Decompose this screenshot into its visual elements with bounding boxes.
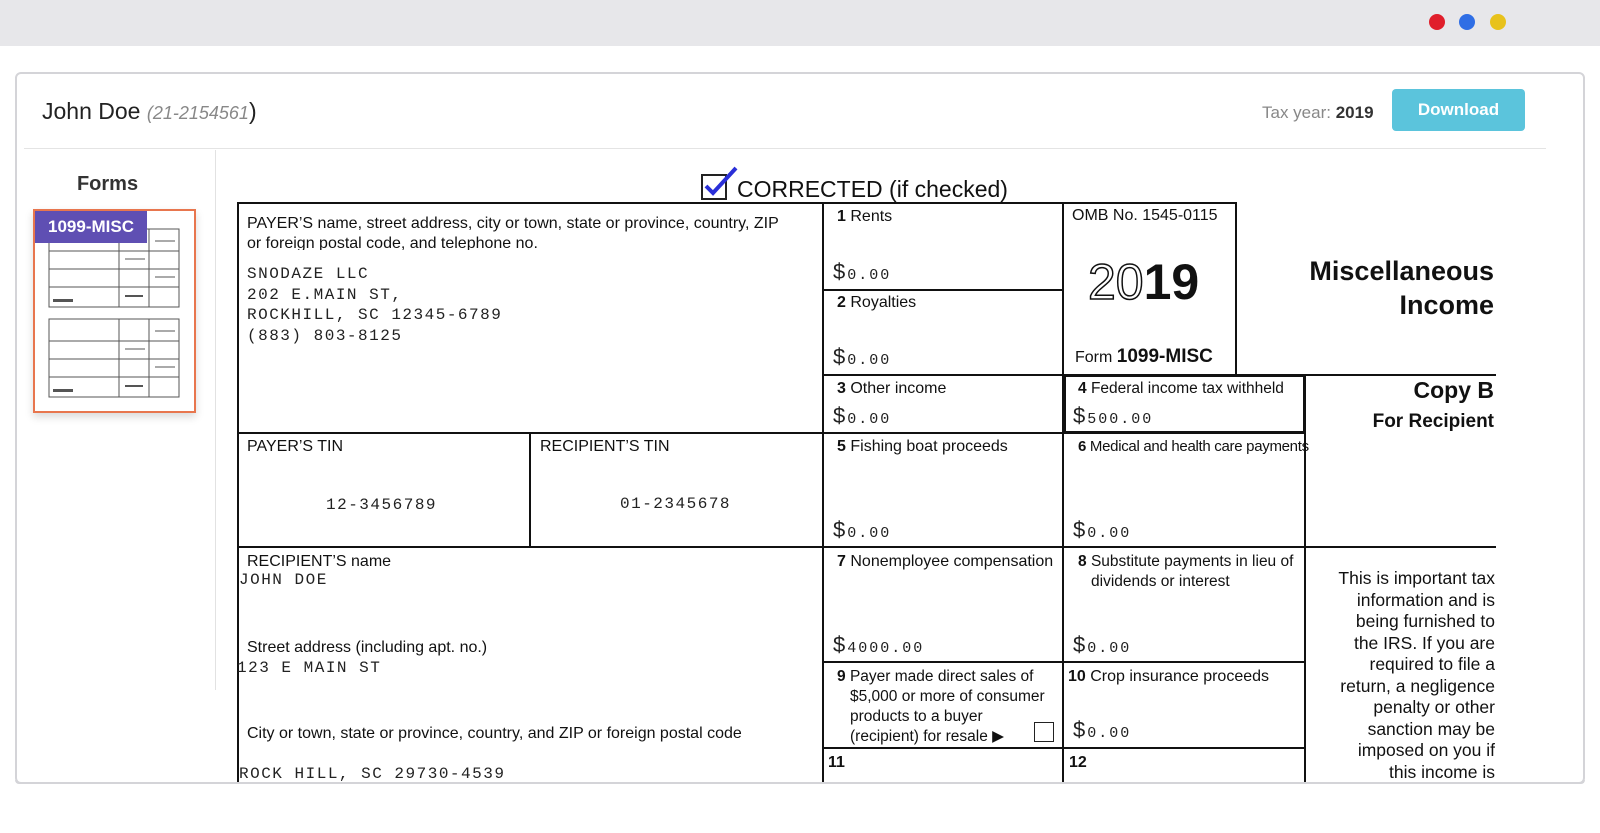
card-bottom-edge (15, 780, 1585, 784)
form-name: Form 1099-MISC (1075, 346, 1213, 367)
box-1-label: 1 Rents (837, 208, 893, 225)
corrected-checkbox[interactable] (700, 166, 740, 202)
payer-label-line-1: PAYER’S name, street address, city or town, state or province, country, ZIP (247, 215, 779, 232)
box-1-amount: $ 0.00 (833, 259, 892, 284)
download-button[interactable]: Download (1392, 89, 1525, 131)
payer-tin-label: PAYER’S TIN (247, 438, 344, 455)
street-value: 123 E MAIN ST (237, 659, 382, 677)
recipient-name-value: JOHN DOE (239, 571, 328, 589)
payer-street: 202 E.MAIN ST, (247, 286, 403, 304)
minimize-window-dot[interactable] (1459, 14, 1475, 30)
box-2-amount: $ 0.00 (833, 344, 892, 369)
tax-year-value: 2019 (1335, 103, 1374, 122)
close-window-dot[interactable] (1429, 14, 1445, 30)
header-divider (24, 148, 1546, 149)
box-7-label: 7 Nonemployee compensation (837, 553, 1054, 570)
copy-b-subtitle: For Recipient (1372, 411, 1494, 432)
row-line-9-11 (822, 747, 1306, 749)
box-4-label: 4 Federal income tax withheld (1078, 380, 1284, 397)
form-thumbnail-1099-misc[interactable] (33, 209, 196, 413)
recipient-tin: (21-2154561 (146, 103, 249, 123)
recipient-name-label: RECIPIENT’S name (247, 553, 392, 570)
tax-year-large: 2019 (1088, 254, 1200, 310)
tin-divider (529, 432, 531, 548)
recipient-header (42, 98, 257, 125)
form-top-border (237, 202, 1237, 204)
tax-year-label: Tax year: (1262, 103, 1331, 122)
box-11-label: 11 (828, 754, 845, 771)
box-9-label: 9 Payer made direct sales of (837, 668, 1034, 685)
box-6-amount: $ 0.00 (1073, 517, 1132, 542)
page-bottom-margin (0, 784, 1600, 833)
payer-label-line-2: or foreign postal code, and telephone no. (247, 235, 538, 250)
box-6-label: 6 Medical and health care payments (1078, 438, 1309, 455)
box-10-amount: $ 0.00 (1073, 717, 1132, 742)
payer-city: ROCKHILL, SC 12345-6789 (247, 306, 503, 324)
box-5-amount: $ 0.00 (833, 517, 892, 542)
sidebar-divider (215, 150, 216, 690)
row-line-1-2 (822, 289, 1064, 291)
box-4-amount: $ 500.00 (1073, 403, 1154, 428)
payer-phone: (883) 803-8125 (247, 327, 403, 345)
row-line-7-9 (822, 661, 1306, 663)
form-thumbnail-badge: 1099-MISC (35, 211, 147, 243)
form-left-border (237, 202, 239, 784)
payer-tin-value: 12-3456789 (326, 496, 438, 514)
window-titlebar (0, 0, 1600, 46)
maximize-window-dot[interactable] (1490, 14, 1506, 30)
recipient-notice: This is important tax information and is being furnished to the IRS. If you are required to file a return, a negligence penalty or other sanction may be imposed on you if this income is (1338, 568, 1495, 780)
box-12-label: 12 (1069, 754, 1087, 771)
recipient-name: John Doe (42, 98, 141, 124)
box-9-label-4: (recipient) for resale ▶ (850, 728, 1005, 745)
payer-name: SNODAZE LLC (247, 265, 370, 283)
box-7-amount: $ 4000.00 (833, 632, 925, 657)
box-8-label-2: dividends or interest (1091, 573, 1230, 590)
tax-year (1262, 103, 1374, 123)
tin-close-paren: ) (248, 98, 257, 124)
box-2-label: 2 Royalties (837, 294, 917, 311)
checkmark-icon (706, 168, 736, 193)
box-8-amount: $ 0.00 (1073, 632, 1132, 657)
copy-b-title: Copy B (1413, 377, 1494, 403)
box-3-label: 3 Other income (837, 380, 947, 397)
street-label: Street address (including apt. no.) (247, 639, 488, 656)
box-10-label: 10 Crop insurance proceeds (1068, 668, 1270, 685)
form-title: Miscellaneous Income (1309, 256, 1494, 320)
omb-number: OMB No. 1545-0115 (1072, 207, 1218, 224)
box-8-label: 8 Substitute payments in lieu of (1078, 553, 1294, 570)
box-9-label-3: products to a buyer (850, 708, 983, 725)
notice-top-line (1306, 546, 1496, 548)
recipient-tin-label: RECIPIENT’S TIN (540, 438, 670, 455)
box-5-label: 5 Fishing boat proceeds (837, 438, 1008, 455)
omb-right-border (1235, 202, 1237, 375)
city-value: ROCK HILL, SC 29730-4539 (239, 765, 506, 783)
box-9-checkbox[interactable] (1034, 722, 1054, 742)
box-3-amount: $ 0.00 (833, 403, 892, 428)
row-line-5-7 (237, 546, 1306, 548)
forms-title: Forms (76, 173, 139, 195)
city-label: City or town, state or province, country, and ZIP or foreign postal code (247, 725, 742, 742)
recipient-tin-value: 01-2345678 (620, 495, 732, 513)
box-9-label-2: $5,000 or more of consumer (850, 688, 1045, 705)
corrected-label: CORRECTED (if checked) (737, 176, 1008, 202)
